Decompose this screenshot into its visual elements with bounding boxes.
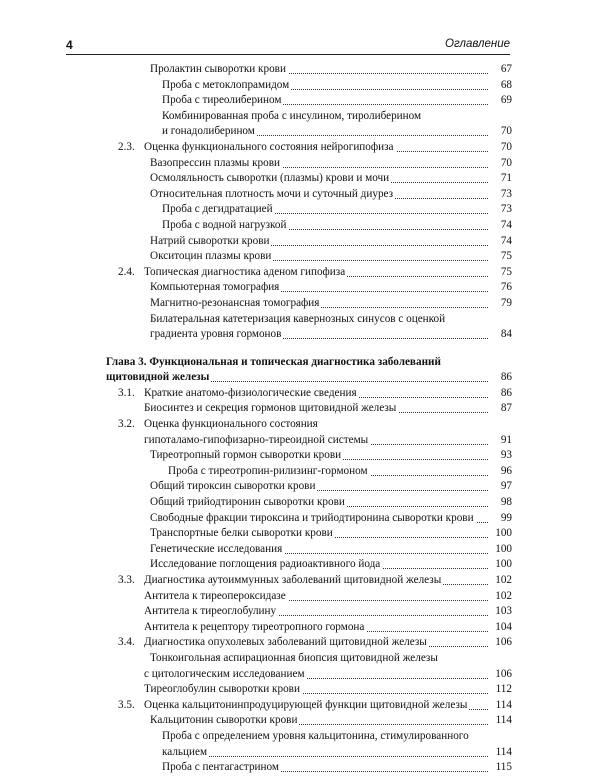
toc-entry-label: Проба с метоклопрамидом <box>162 78 291 94</box>
toc-entry-label: Антитела к тиреопероксидазе <box>144 589 288 605</box>
toc-entry-page: 100 <box>488 526 512 542</box>
toc-entry-label: Оценка кальцитонинпродуцирующей функции щитовидной железы <box>144 698 469 714</box>
toc-entry-label: Относительная плотность мочи и суточный диурез <box>150 187 395 203</box>
toc-entry-label: градиента уровня гормонов <box>150 327 283 343</box>
toc-entry[interactable] <box>0 171 600 187</box>
toc-entry-label: Исследование поглощения радиоактивного йода <box>150 557 382 573</box>
toc-entry-page: 100 <box>488 542 512 558</box>
toc-entry[interactable] <box>0 620 600 636</box>
toc-entry[interactable] <box>0 542 600 558</box>
toc-section[interactable] <box>0 140 600 156</box>
toc-entry-label: Кальцитонин сыворотки крови <box>150 713 299 729</box>
toc-entry-page: 115 <box>488 760 512 776</box>
toc-entry-line1[interactable] <box>0 729 600 745</box>
toc-entry-label: с цитологическим исследованием <box>144 667 307 683</box>
toc-entry[interactable] <box>0 187 600 203</box>
toc-section[interactable] <box>0 386 600 402</box>
toc-section[interactable] <box>0 698 600 714</box>
toc-entry-label: Проба с водной нагрузкой <box>162 218 288 234</box>
toc-entry[interactable] <box>0 667 600 683</box>
toc-section[interactable] <box>0 265 600 281</box>
toc-entry[interactable] <box>0 218 600 234</box>
toc-section-number: 3.5. <box>118 698 135 711</box>
toc-section-number: 2.4. <box>118 265 135 278</box>
toc-entry-line1[interactable] <box>0 651 600 667</box>
toc-entry-label: Диагностика аутоиммунных заболеваний щитовидной железы <box>144 573 443 589</box>
toc-entry[interactable] <box>0 526 600 542</box>
toc-entry-page: 104 <box>488 620 512 636</box>
toc-entry-label: Свободные фракции тироксина и трийодтиронина сыворотки крови <box>150 511 476 527</box>
toc-entry[interactable] <box>0 713 600 729</box>
toc-entry-label: Тиреоглобулин сыворотки крови <box>144 682 302 698</box>
toc-entry-page: 87 <box>488 401 512 417</box>
toc-entry-page: 75 <box>488 249 512 265</box>
toc-entry[interactable] <box>0 464 600 480</box>
toc-entry-page: 84 <box>488 327 512 343</box>
toc-entry-label: Натрий сыворотки крови <box>150 234 271 250</box>
toc-entry-page: 114 <box>488 698 512 714</box>
toc-entry-label: Магнитно-резонансная томография <box>150 296 321 312</box>
toc-entry-label: гипоталамо-гипофизарно-тиреоидной системы <box>144 433 370 449</box>
toc-entry[interactable] <box>0 589 600 605</box>
toc-entry-page: 103 <box>488 604 512 620</box>
page-number: 4 <box>66 38 73 52</box>
toc-entry-label: Компьютерная томография <box>150 280 281 296</box>
toc-entry[interactable] <box>0 234 600 250</box>
toc-entry-page: 75 <box>488 265 512 281</box>
toc-entry-label: Оценка функционального состояния <box>144 417 320 433</box>
running-header <box>66 38 510 55</box>
toc-section-number: 3.3. <box>118 574 135 586</box>
toc-entry-page: 99 <box>488 511 512 527</box>
toc-section-number: 3.1. <box>118 386 135 399</box>
toc-entry[interactable] <box>0 78 600 94</box>
toc-entry-page: 73 <box>488 187 512 203</box>
table-of-contents <box>0 62 600 776</box>
toc-entry[interactable] <box>0 745 600 761</box>
toc-entry-page: 70 <box>488 156 512 172</box>
toc-entry-label: кальцием <box>162 745 209 761</box>
toc-entry-page: 93 <box>488 448 512 464</box>
toc-entry-label: Антитела к рецептору тиреотропного гормона <box>144 620 366 636</box>
toc-entry[interactable] <box>0 280 600 296</box>
toc-entry-page: 114 <box>488 713 512 729</box>
toc-entry-label: Тиреотропный гормон сыворотки крови <box>150 448 343 464</box>
toc-entry-label: Тонкоигольная аспирационная биопсия щитовидной железы <box>150 651 440 667</box>
toc-entry-label: Общий тироксин сыворотки крови <box>150 479 317 495</box>
toc-entry-label: Диагностика опухолевых заболеваний щитовидной железы <box>144 635 429 651</box>
toc-chapter-title: щитовидной железы <box>106 370 211 386</box>
toc-entry[interactable] <box>0 93 600 109</box>
toc-entry-page: 98 <box>488 495 512 511</box>
toc-entry[interactable] <box>0 511 600 527</box>
toc-entry-label: Генетические исследования <box>150 542 284 558</box>
toc-entry-page: 79 <box>488 296 512 312</box>
toc-entry-label: Осмоляльность сыворотки (плазмы) крови и мочи <box>150 171 391 187</box>
toc-chapter[interactable] <box>0 370 600 386</box>
running-title: Оглавление <box>445 38 510 50</box>
toc-entry-label: Проба с дегидратацией <box>162 202 275 218</box>
toc-entry[interactable] <box>0 604 600 620</box>
toc-entry-label: Комбинированная проба с инсулином, тиролиберином <box>162 109 423 125</box>
toc-entry-label: Краткие анатомо-физиологические сведения <box>144 386 359 402</box>
toc-entry-label: Билатеральная катетеризация кавернозных синусов с оценкой <box>150 312 447 328</box>
toc-entry-label: и гонадолиберином <box>162 124 257 140</box>
toc-entry[interactable] <box>0 327 600 343</box>
toc-entry-page: 112 <box>488 682 512 698</box>
toc-entry-line1[interactable] <box>0 312 600 328</box>
toc-section[interactable] <box>0 635 600 651</box>
toc-entry[interactable] <box>0 401 600 417</box>
toc-entry-page: 96 <box>488 464 512 480</box>
toc-entry-page: 74 <box>488 234 512 250</box>
toc-entry[interactable] <box>0 448 600 464</box>
toc-entry-page: 71 <box>488 171 512 187</box>
toc-entry[interactable] <box>0 479 600 495</box>
toc-section-line1[interactable] <box>0 417 600 433</box>
toc-entry[interactable] <box>0 495 600 511</box>
toc-section[interactable] <box>0 433 600 449</box>
toc-entry[interactable] <box>0 202 600 218</box>
toc-entry-label: Проба с тиреолиберином <box>162 93 283 109</box>
toc-entry-page: 70 <box>488 140 512 156</box>
toc-section-number: 3.4. <box>118 636 135 649</box>
toc-entry-line1[interactable] <box>0 109 600 125</box>
toc-entry-page: 68 <box>488 78 512 94</box>
toc-entry-page: 67 <box>488 62 512 78</box>
toc-entry-label: Проба с пентагастрином <box>162 760 281 776</box>
toc-section-number: 2.3. <box>118 140 135 153</box>
toc-entry-label: Проба с определением уровня кальцитонина, стимулированного <box>162 729 471 745</box>
toc-entry[interactable] <box>0 760 600 776</box>
toc-entry-label: Окситоцин плазмы крови <box>150 249 273 265</box>
toc-entry[interactable] <box>0 296 600 312</box>
toc-entry-label: Антитела к тиреоглобулину <box>144 604 278 620</box>
toc-section-number: 3.2. <box>118 418 135 431</box>
toc-section[interactable] <box>0 573 600 589</box>
toc-entry-page: 73 <box>488 202 512 218</box>
toc-entry[interactable] <box>0 249 600 265</box>
toc-entry-page: 100 <box>488 557 512 573</box>
toc-entry[interactable] <box>0 682 600 698</box>
toc-entry-page: 76 <box>488 280 512 296</box>
toc-entry[interactable] <box>0 62 600 78</box>
toc-entry-label: Транспортные белки сыворотки крови <box>150 526 335 542</box>
toc-entry-page: 114 <box>488 745 512 761</box>
toc-entry-label: Пролактин сыворотки крови <box>150 62 288 78</box>
toc-entry[interactable] <box>0 557 600 573</box>
toc-entry[interactable] <box>0 156 600 172</box>
toc-chapter-line1[interactable] <box>0 355 600 371</box>
toc-entry-page: 69 <box>488 93 512 109</box>
toc-entry-label: Вазопрессин плазмы крови <box>150 156 282 172</box>
toc-entry-page: 102 <box>488 573 512 589</box>
toc-entry-page: 70 <box>488 124 512 140</box>
toc-entry-label: Проба с тиреотропин-рилизинг-гормоном <box>168 464 370 480</box>
toc-entry-page: 102 <box>488 589 512 605</box>
toc-entry-label: Общий трийодтиронин сыворотки крови <box>150 495 347 511</box>
toc-entry-page: 91 <box>488 433 512 449</box>
toc-entry-label: Биосинтез и секреция гормонов щитовидной железы <box>144 401 398 417</box>
toc-entry-page: 106 <box>488 635 512 651</box>
toc-entry[interactable] <box>0 124 600 140</box>
toc-entry-page: 106 <box>488 667 512 683</box>
toc-entry-label: Оценка функционального состояния нейрогипофиза <box>144 140 396 156</box>
toc-entry-page: 86 <box>488 386 512 402</box>
toc-entry-label: Топическая диагностика аденом гипофиза <box>144 265 347 281</box>
toc-entry-page: 97 <box>488 479 512 495</box>
toc-chapter-title: Глава 3. Функциональная и топическая диагностика заболеваний <box>106 355 443 371</box>
toc-entry-page: 74 <box>488 218 512 234</box>
toc-entry-page: 86 <box>488 370 512 386</box>
